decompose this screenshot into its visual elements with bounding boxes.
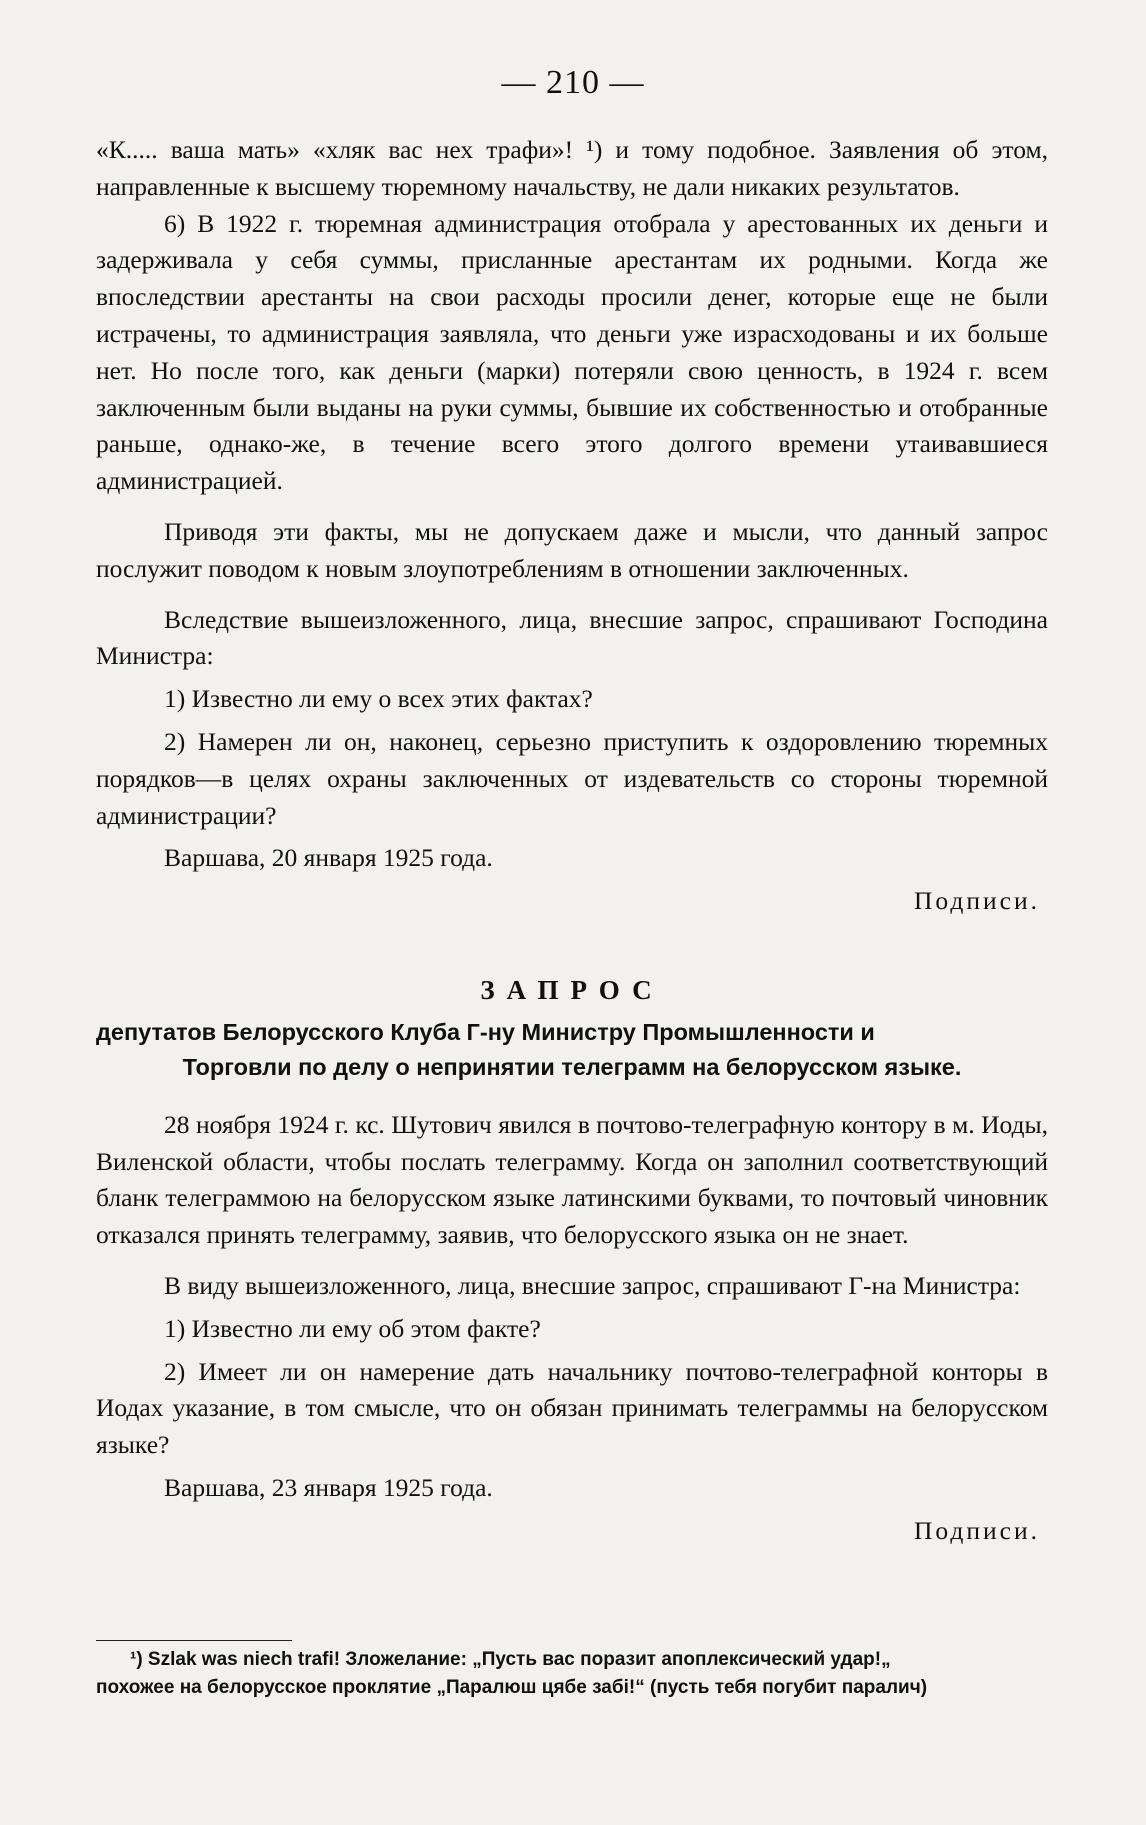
subtitle-line-1: депутатов Белорусского Клуба Г-ну Министру Промышленности и <box>96 1018 875 1045</box>
paragraph-conclusion: Приводя эти факты, мы не допускаем даже и мысли, что данный запрос послужит поводом к новым злоупотреблениям в отношении заключенных. <box>96 516 1048 583</box>
signatures-1: Подписи. <box>913 886 1040 916</box>
page-number: — 210 — <box>501 64 645 101</box>
paragraph-insults-continued: «К..... ваша мать» «хляк вас нех трафи»! ¹) и тому подобное. Заявления об этом, направленные к высшему тюремному начальству, не дали никаких результатов. <box>96 135 1048 201</box>
section-title: ЗАПРОС <box>480 974 664 1005</box>
footnote-line-1: ¹) Szlak was niech trafi! Зложелание: „Пусть вас поразит апоплексический удар!„ <box>130 1649 891 1670</box>
paragraph-telegram-incident: 28 ноября 1924 г. кс. Шутович явился в почтово-телеграфную контору в м. Иоды, Виленской области, чтобы послать телеграмму. Когда он заполнил соответствующий бланк телеграммою на белорусском языке латинскими буквами, то почтовый чиновник отказался принять телеграмму, заявив, что белорусского языка он не знает. <box>96 1109 1048 1250</box>
section-subtitle <box>96 1015 1048 1085</box>
signatures-2: Подписи. <box>913 1515 1040 1545</box>
footnote-line-2: похожее на белорусское проклятие „Паралюш цябе забі!“ (пусть тебя погубит паралич) <box>96 1677 928 1698</box>
subtitle-line-2: Торговли по делу о непринятии телеграмм на белорусском языке. <box>182 1053 962 1080</box>
paragraph-inquiry-intro: Вследствие вышеизложенного, лица, внесшие запрос, спрашивают Господина Министра: <box>96 604 1048 671</box>
page-body <box>96 132 1048 1550</box>
footnote-divider <box>96 1640 292 1641</box>
question-2: 2) Намерен ли он, наконец, серьезно приступить к оздоровлению тюремных порядков—в целях охраны заключенных от издевательств со стороны тюремной администрации? <box>96 726 1048 830</box>
date-line-1: Варшава, 20 января 1925 года. <box>164 843 493 873</box>
question-2-2: 2) Имеет ли он намерение дать начальнику почтово-телеграфной конторы в Иодах указание, в том смысле, что он обязан принимать телеграммы на белорусском языке? <box>96 1356 1048 1460</box>
footnote <box>96 1646 1048 1702</box>
question-1: 1) Известно ли ему о всех этих фактах? <box>164 684 593 714</box>
paragraph-inquiry-intro-2: В виду вышеизложенного, лица, внесшие запрос, спрашивают Г-на Министра: <box>164 1270 1021 1300</box>
question-2-1: 1) Известно ли ему об этом факте? <box>164 1313 541 1343</box>
paragraph-point-6: 6) В 1922 г. тюремная администрация отобрала у арестованных их деньги и задерживала у себя суммы, присланные арестантам их родными. Когда же впоследствии арестанты на свои расходы просили денег, которые еще не были истрачены, то администрация заявляла, что деньги уже израсходованы и их больше нет. Но после того, как деньги (марки) потеряли свою ценность, в 1924 г. всем заключенным были выданы на руки суммы, бывшие их собственностью и отобранные раньше, однако-же, в течение всего этого долгого времени утаивавшиеся администрацией. <box>96 208 1048 496</box>
date-line-2: Варшава, 23 января 1925 года. <box>164 1472 493 1502</box>
